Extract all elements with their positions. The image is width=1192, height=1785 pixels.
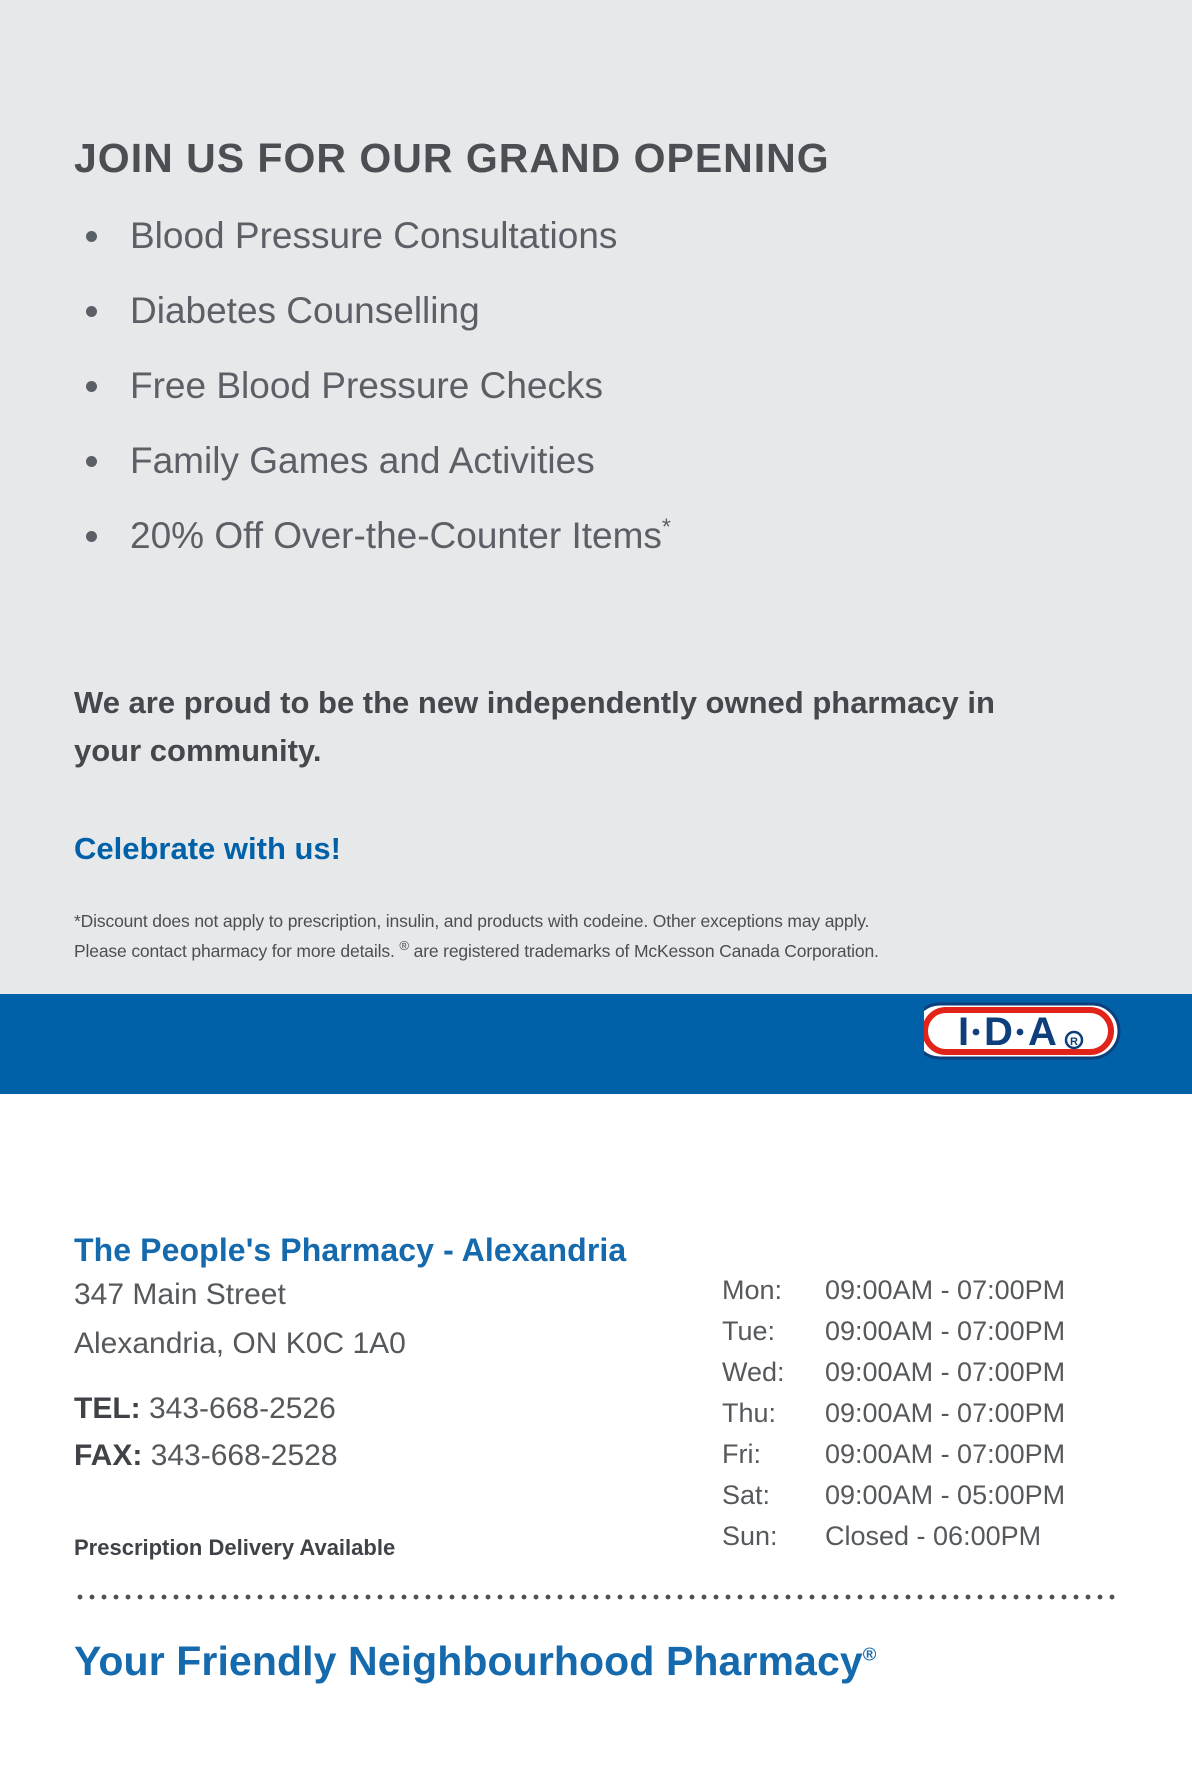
hours-time: 09:00AM - 07:00PM xyxy=(825,1439,1066,1469)
address-line-2: Alexandria, ON K0C 1A0 xyxy=(74,1327,406,1360)
svg-text:R: R xyxy=(1070,1036,1078,1048)
telephone-row xyxy=(74,1385,338,1432)
services-list xyxy=(74,198,671,573)
registered-mark-icon: ® xyxy=(862,1643,877,1665)
ida-logo xyxy=(924,1000,1124,1062)
fax-value: 343-668-2528 xyxy=(150,1439,338,1472)
hours-day: Mon: xyxy=(722,1275,783,1305)
disclaimer-line-1: *Discount does not apply to prescription, insulin, and products with codeine. Other exceptions may apply. xyxy=(74,910,870,931)
table-row xyxy=(722,1270,1065,1311)
bullet-dot-icon xyxy=(86,531,97,542)
list-item xyxy=(74,198,671,273)
list-item xyxy=(74,423,671,498)
disclaimer-text xyxy=(74,906,1120,966)
hours-time: 09:00AM - 07:00PM xyxy=(825,1357,1066,1387)
hours-day: Thu: xyxy=(722,1398,777,1428)
divider xyxy=(74,1594,1120,1600)
table-row xyxy=(722,1311,1065,1352)
page-title: JOIN US FOR OUR GRAND OPENING xyxy=(74,135,830,182)
hours-day: Sun: xyxy=(722,1521,778,1551)
hours-day: Fri: xyxy=(722,1439,761,1469)
telephone-value: 343-668-2526 xyxy=(149,1392,336,1425)
store-hours-table xyxy=(722,1270,1065,1557)
list-item xyxy=(74,348,671,423)
footer-tagline xyxy=(74,1638,876,1685)
hours-time: 09:00AM - 07:00PM xyxy=(825,1316,1066,1346)
table-row xyxy=(722,1475,1065,1516)
hours-day: Sat: xyxy=(722,1480,771,1510)
list-item-label: Diabetes Counselling xyxy=(130,290,480,331)
address-line-1: 347 Main Street xyxy=(74,1278,286,1311)
table-row xyxy=(722,1516,1065,1557)
hours-time: Closed - 06:00PM xyxy=(825,1521,1042,1551)
registered-mark-icon: ® xyxy=(399,937,409,953)
list-item-label: Family Games and Activities xyxy=(130,440,595,481)
hours-day: Tue: xyxy=(722,1316,776,1346)
list-item-label: 20% Off Over-the-Counter Items xyxy=(130,515,662,556)
table-row xyxy=(722,1352,1065,1393)
discount-footnote-marker: * xyxy=(661,513,671,540)
table-row xyxy=(722,1434,1065,1475)
telephone-label: TEL: xyxy=(74,1392,141,1425)
hours-time: 09:00AM - 07:00PM xyxy=(825,1275,1066,1305)
bullet-dot-icon xyxy=(86,456,97,467)
fax-label: FAX: xyxy=(74,1439,143,1472)
disclaimer-line-2-prefix: Please contact pharmacy for more details. xyxy=(74,940,400,961)
svg-text:D: D xyxy=(984,1010,1013,1054)
store-address xyxy=(74,1270,406,1368)
bullet-dot-icon xyxy=(86,381,97,392)
celebrate-callout: Celebrate with us! xyxy=(74,831,341,866)
list-item xyxy=(74,498,671,573)
hours-time: 09:00AM - 07:00PM xyxy=(825,1398,1066,1428)
svg-text:A: A xyxy=(1028,1010,1057,1054)
proud-statement: We are proud to be the new independently owned pharmacy in your community. xyxy=(74,685,995,768)
bullet-dot-icon xyxy=(86,306,97,317)
hours-time: 09:00AM - 05:00PM xyxy=(825,1480,1066,1510)
list-item-label: Blood Pressure Consultations xyxy=(130,215,618,256)
table-row xyxy=(722,1393,1065,1434)
disclaimer-line-2-suffix: are registered trademarks of McKesson Canada Corporation. xyxy=(408,940,879,961)
fax-row xyxy=(74,1432,338,1479)
list-item xyxy=(74,273,671,348)
bullet-dot-icon xyxy=(86,231,97,242)
delivery-note: Prescription Delivery Available xyxy=(74,1535,396,1560)
list-item-label: Free Blood Pressure Checks xyxy=(130,365,603,406)
svg-text:I: I xyxy=(958,1010,970,1054)
store-name: The People's Pharmacy - Alexandria xyxy=(74,1231,627,1268)
store-contact xyxy=(74,1385,338,1479)
footer-tagline-text: Your Friendly Neighbourhood Pharmacy xyxy=(74,1638,863,1684)
hours-day: Wed: xyxy=(722,1357,785,1387)
